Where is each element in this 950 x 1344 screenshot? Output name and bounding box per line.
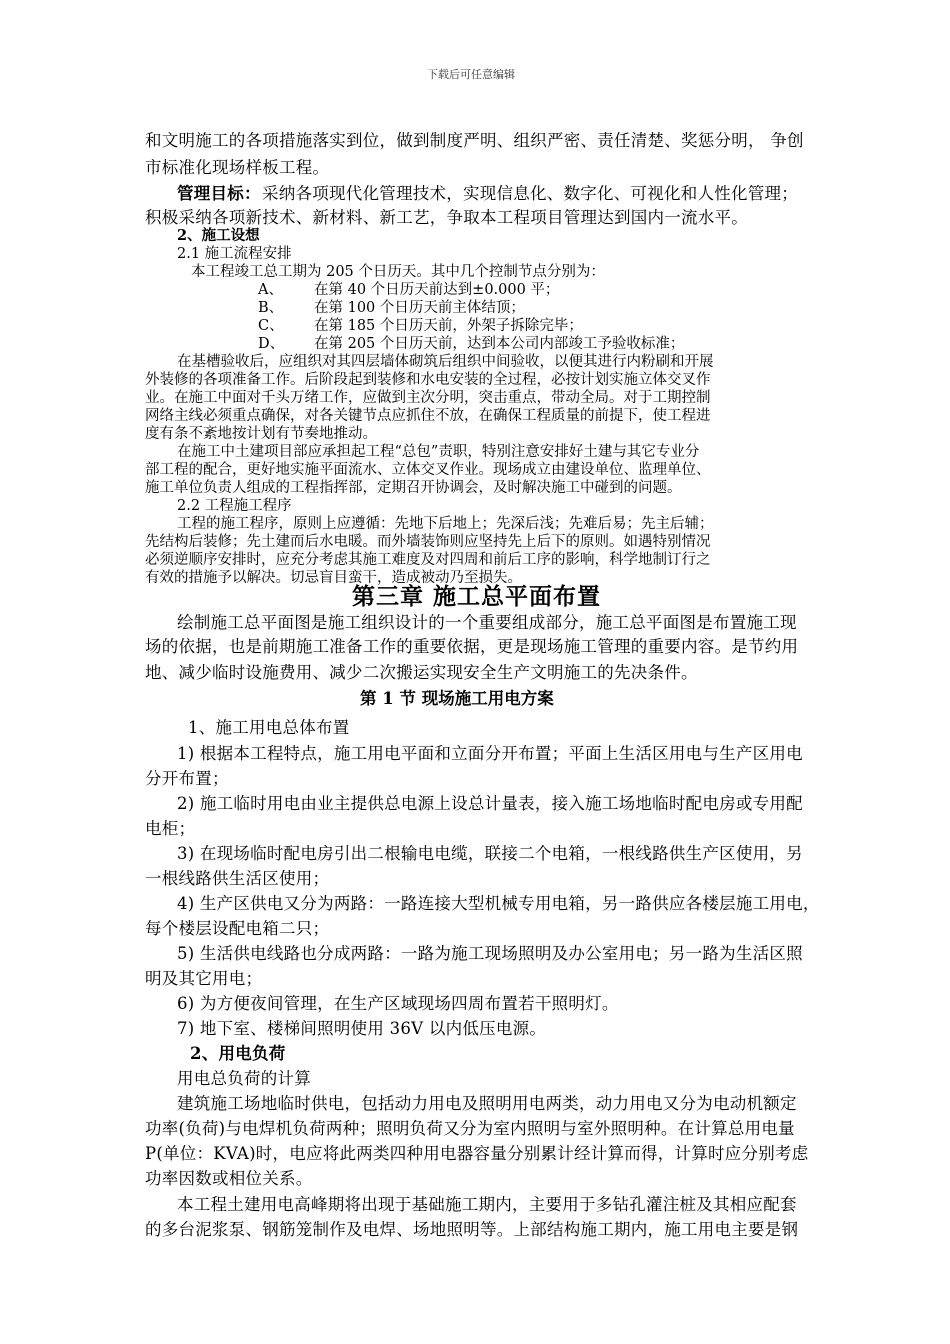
list-item: 6) 为方便夜间管理，在生产区域现场四周布置若干照明灯。 [177, 994, 619, 1013]
paragraph-line: 1、施工用电总体布置 [188, 718, 350, 737]
list-item: 分开布置； [145, 769, 229, 788]
paragraph-line: 本工程土建用电高峰期将出现于基础施工期内，主要用于多钻孔灌注桩及其相应配套 [177, 1195, 797, 1214]
paragraph-line: 在施工中土建项目部应承担起工程“总包”责职，特别注意安排好土建与其它专业分 [177, 444, 700, 460]
paragraph-line: 功率(负荷)与电焊机负荷两种；照明负荷又分为室内照明与室外照明种。在计算总用电量 [145, 1119, 795, 1138]
list-item: 5) 生活供电线路也分成两路：一路为施工现场照明及办公室用电；另一路为生活区照 [177, 944, 803, 963]
paragraph-line: 积极采纳各项新技术、新材料、新工艺，争取本工程项目管理达到国内一流水平。 [145, 208, 748, 227]
list-item: 1) 根据本工程特点，施工用电平面和立面分开布置；平面上生活区用电与生产区用电 [177, 744, 803, 763]
page-header: 下载后可任意编辑 [427, 68, 515, 81]
list-marker: C、 [258, 318, 284, 334]
list-marker: B、 [258, 300, 284, 316]
list-marker: A、 [258, 282, 283, 298]
paragraph-line: 在基槽验收后，应组织对其四层墙体砌筑后组织中间验收，以便其进行内粉刷和开展 [177, 354, 714, 370]
list-item: 明及其它用电； [145, 969, 263, 988]
paragraph-line: 的多台泥浆泵、钢筋笼制作及电焊、场地照明等。上部结构施工期内，施工用电主要是钢 [145, 1220, 799, 1239]
list-item: 在第 40 个日历天前达到±0.000 平； [314, 282, 560, 298]
list-item: 在第 205 个日历天前，达到本公司内部竣工予验收标准； [314, 336, 685, 352]
paragraph-line: 地、减少临时设施费用、减少二次搬运实现安全生产文明施工的先决条件。 [145, 663, 698, 682]
paragraph-line: 有效的措施予以解决。切忌盲目蛮干，造成被动乃至损失。 [145, 570, 522, 586]
paragraph-line: 部工程的配合，更好地实施平面流水、立体交叉作业。现场成立由建设单位、监理单位、 [145, 462, 711, 478]
list-marker: D、 [258, 336, 285, 352]
paragraph-line: 网络主线必须重点确保，对各关键节点应抓住不放，在确保工程质量的前提下，使工程进 [145, 408, 711, 424]
list-item: 4) 生产区供电又分为两路：一路连接大型机械专用电箱，另一路供应各楼层施工用电， [177, 894, 820, 913]
paragraph-line: P(单位：KVA)时，电应将此两类四种用电器容量分别累计经计算而得，计算时应分别考虑 [145, 1144, 809, 1163]
list-item: 2) 施工临时用电由业主提供总电源上设总计量表，接入施工场地临时配电房或专用配 [177, 794, 803, 813]
paragraph-line: 采纳各项现代化管理技术，实现信息化、数字化、可视化和人性化管理； [262, 184, 798, 203]
paragraph-line: 施工单位负责人组成的工程指挥部，定期召开协调会，及时解决施工中碰到的问题。 [145, 480, 682, 496]
list-item: 电柜； [145, 819, 196, 838]
paragraph-line: 必须逆顺序安排时，应充分考虑其施工难度及对四周和前后工序的影响，科学地制订行之 [145, 552, 711, 568]
paragraph-line: 市标准化现场样板工程。 [145, 158, 330, 177]
paragraph-line: 用电总负荷的计算 [177, 1069, 311, 1088]
list-item: 7) 地下室、楼梯间照明使用 36V 以内低压电源。 [177, 1019, 547, 1038]
paragraph-line: 工程的施工程序，原则上应遵循：先地下后地上；先深后浅；先难后易；先主后辅； [177, 516, 714, 532]
subsection-heading: 2.2 工程施工程序 [177, 498, 292, 514]
chapter-title: 第三章 施工总平面布置 [352, 583, 602, 610]
list-item: 在第 100 个日历天前主体结顶； [314, 300, 525, 316]
paragraph-line: 功率因数或相位关系。 [145, 1169, 313, 1188]
paragraph-line: 度有条不紊地按计划有节奏地推动。 [145, 426, 377, 442]
paragraph-line: 建筑施工场地临时供电，包括动力用电及照明用电两类，动力用电又分为电动机额定 [177, 1094, 797, 1113]
subsection-heading: 2.1 施工流程安排 [177, 246, 292, 262]
management-goal-label: 管理目标： [177, 184, 261, 203]
subsection-heading: 2、用电负荷 [190, 1044, 286, 1063]
list-item: 3) 在现场临时配电房引出二根输电电缆，联接二个电箱，一根线路供生产区使用，另 [177, 844, 803, 863]
list-item: 一根线路供生活区使用； [145, 869, 330, 888]
subsection-heading: 2、施工设想 [177, 227, 260, 244]
paragraph-line: 外装修的各项准备工作。后阶段起到装修和水电安装的全过程，必按计划实施立体交叉作 [145, 372, 711, 388]
section-title: 第 1 节 现场施工用电方案 [360, 689, 554, 708]
paragraph-line: 先结构后装修；先土建而后水电暖。而外墙装饰则应坚持先上后下的原则。如遇特别情况 [145, 534, 711, 550]
paragraph-line: 绘制施工总平面图是施工组织设计的一个重要组成部分，施工总平面图是布置施工现 [177, 613, 797, 632]
paragraph-line: 场的依据，也是前期施工准备工作的重要依据，更是现场施工管理的重要内容。是节约用 [145, 637, 799, 656]
list-item: 每个楼层设配电箱二只； [145, 919, 330, 938]
list-item: 在第 185 个日历天前，外架子拆除完毕； [314, 318, 583, 334]
paragraph-line: 本工程竣工总工期为 205 个日历天。其中几个控制节点分别为： [191, 264, 605, 280]
paragraph-line: 业。在施工中面对千头万绪工作，应做到主次分明，突击重点，带动全局。对于工期控制 [145, 390, 711, 406]
paragraph-line: 和文明施工的各项措施落实到位，做到制度严明、组织严密、责任清楚、奖惩分明， 争创 [145, 131, 804, 150]
